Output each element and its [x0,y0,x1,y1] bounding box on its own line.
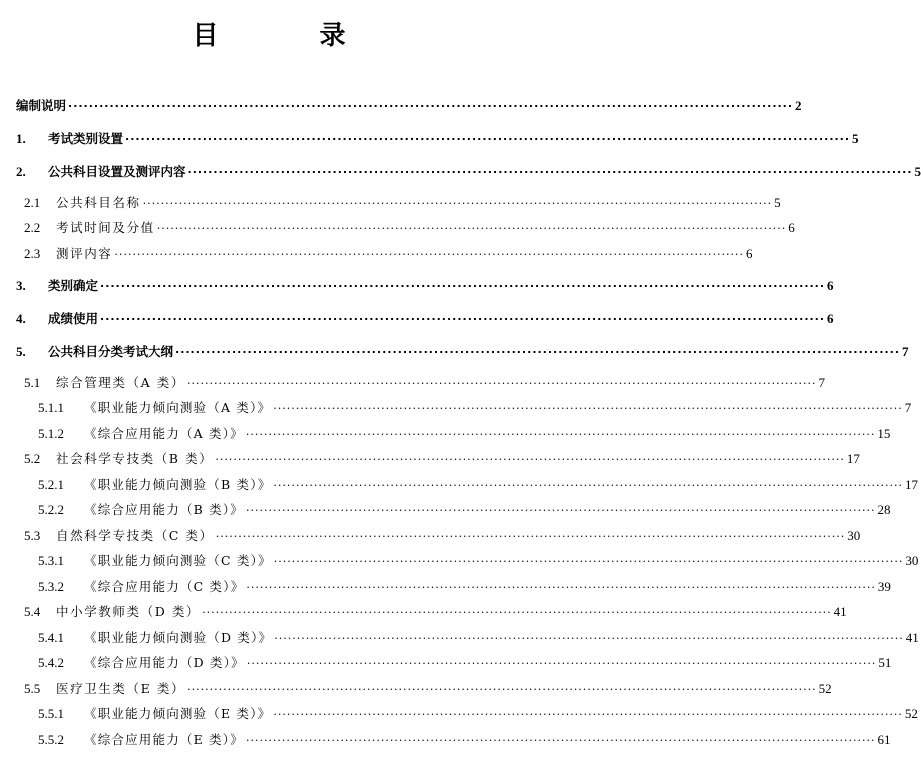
toc-entry-number: 2.2 [24,220,41,235]
toc-leader-dots: ............................................................................................................................................ [142,194,773,207]
toc-entry-5-3-1[interactable] [38,549,919,569]
toc-entry-preface[interactable] [16,94,802,114]
toc-entry-page: 7 [902,344,909,359]
toc-entry-page: 6 [827,278,834,293]
toc-entry-number: 5.4.2 [38,655,64,670]
toc-entry-number: 5.3.1 [38,553,64,568]
toc-leader-dots: ............................................................................................................................................ [215,527,846,540]
toc-leader-dots: ............................................................................................................................................ [125,130,851,143]
toc-entry-2[interactable] [16,160,921,180]
toc-entry-text: 《综合应用能力（E 类）》 [84,732,244,747]
toc-entry-5-4-1[interactable] [38,626,919,646]
toc-entry-number: 5.1.1 [38,400,64,415]
toc-entry-text: 考试类别设置 [48,131,124,146]
toc-entry-3[interactable] [16,274,834,294]
toc-entry-text: 社会科学专技类（B 类） [56,451,214,466]
toc-entry-number: 5.3 [24,528,41,543]
toc-entry-page: 17 [904,477,918,492]
toc-entry-text: 医疗卫生类（E 类） [56,681,186,696]
toc-entry-5-2-1[interactable] [38,473,918,493]
toc-entry-text: 《综合应用能力（B 类）》 [84,502,245,517]
toc-leader-dots: ............................................................................................................................................ [100,277,826,290]
toc-entry-5-4[interactable] [24,600,847,620]
toc-leader-dots: ............................................................................................................................................ [215,450,845,463]
toc-entry-number: 2.3 [24,246,41,261]
toc-entry-page: 15 [877,426,891,441]
toc-entry-5-5[interactable] [24,677,832,697]
toc-entry-5[interactable] [16,340,909,360]
toc-leader-dots: ............................................................................................................................................ [273,399,903,412]
toc-entry-page: 6 [788,220,795,235]
toc-leader-dots: ............................................................................................................................................ [100,310,826,323]
toc-entry-text: 类别确定 [48,278,99,293]
toc-leader-dots: ............................................................................................................................................ [273,705,903,718]
toc-entry-page: 5 [774,195,781,210]
toc-entry-number: 4. [16,311,26,326]
toc-entry-2-2[interactable] [24,216,795,236]
toc-entry-text: 中小学教师类（D 类） [56,604,201,619]
toc-entry-number: 5.1.2 [38,426,64,441]
toc-leader-dots: ............................................................................................................................................ [187,163,913,176]
toc-entry-5-5-1[interactable] [38,702,918,722]
toc-entry-page: 39 [877,579,891,594]
toc-entry-number: 5.5.2 [38,732,64,747]
toc-leader-dots: ............................................................................................................................................ [246,578,876,591]
toc-entry-text: 自然科学专技类（C 类） [56,528,214,543]
toc-entry-number: 1. [16,131,26,146]
toc-entry-text: 《职业能力倾向测验（D 类）》 [84,630,273,645]
toc-entry-page: 52 [818,681,832,696]
toc-leader-dots: ............................................................................................................................................ [245,425,876,438]
toc-entry-page: 2 [795,98,802,113]
toc-entry-number: 3. [16,278,26,293]
toc-entry-text: 成绩使用 [48,311,99,326]
page-title: 目 录 [192,21,392,51]
toc-entry-number: 5.2 [24,451,41,466]
toc-leader-dots: ............................................................................................................................................ [273,476,903,489]
toc-leader-dots: ............................................................................................................................................ [187,680,817,693]
toc-entry-text: 综合管理类（A 类） [56,375,186,390]
toc-entry-text: 测评内容 [56,246,113,261]
toc-entry-number: 5.5.1 [38,706,64,721]
toc-entry-page: 5 [914,164,921,179]
toc-entry-5-1-1[interactable] [38,396,912,416]
toc-entry-number: 2. [16,164,26,179]
toc-entry-page: 41 [905,630,919,645]
toc-entry-page: 7 [904,400,912,415]
toc-leader-dots: ............................................................................................................................................ [202,603,832,616]
toc-entry-text: 《职业能力倾向测验（A 类）》 [84,400,272,415]
toc-entry-text: 《综合应用能力（D 类）》 [84,655,245,670]
toc-leader-dots: ............................................................................................................................................ [68,97,794,110]
toc-entry-page: 28 [877,502,891,517]
toc-entry-5-1[interactable] [24,371,826,391]
toc-entry-number: 5.2.1 [38,477,64,492]
toc-entry-text: 公共科目设置及测评内容 [48,164,186,179]
toc-entry-2-3[interactable] [24,242,753,262]
toc-entry-text: 考试时间及分值 [56,220,155,235]
toc-leader-dots: ............................................................................................................................................ [175,343,901,356]
toc-entry-page: 5 [852,131,859,146]
toc-entry-5-4-2[interactable] [38,651,892,671]
toc-entry-5-1-2[interactable] [38,422,891,442]
toc-entry-text: 《综合应用能力（A 类）》 [84,426,244,441]
toc-entry-number: 5.4 [24,604,41,619]
toc-entry-text: 《职业能力倾向测验（C 类）》 [84,553,272,568]
toc-leader-dots: ............................................................................................................................................ [156,219,787,232]
toc-entry-page: 52 [904,706,918,721]
toc-leader-dots: ............................................................................................................................................ [246,501,876,514]
toc-entry-page: 30 [905,553,919,568]
toc-entry-number: 5.5 [24,681,41,696]
toc-entry-text: 《职业能力倾向测验（E 类）》 [84,706,272,721]
toc-entry-text: 公共科目名称 [56,195,141,210]
toc-leader-dots: ............................................................................................................................................ [273,552,904,565]
toc-leader-dots: ............................................................................................................................................ [274,629,904,642]
toc-entry-number: 5. [16,344,26,359]
toc-entry-page: 30 [847,528,861,543]
toc-entry-text: 《综合应用能力（C 类）》 [84,579,245,594]
toc-entry-5-2-2[interactable] [38,498,891,518]
toc-entry-5-5-2[interactable] [38,728,891,748]
toc-entry-1[interactable] [16,127,859,147]
toc-entry-number: 5.1 [24,375,41,390]
toc-entry-text: 公共科目分类考试大纲 [48,344,174,359]
toc-entry-5-2[interactable] [24,447,860,467]
toc-entry-5-3[interactable] [24,524,861,544]
toc-entry-number: 5.3.2 [38,579,64,594]
toc-entry-page: 6 [745,246,753,261]
toc-entry-page: 6 [827,311,834,326]
toc-entry-5-3-2[interactable] [38,575,891,595]
toc-entry-page: 7 [818,375,826,390]
toc-entry-page: 41 [833,604,847,619]
toc-entry-2-1[interactable] [24,191,781,211]
toc-entry-text: 《职业能力倾向测验（B 类）》 [84,477,272,492]
toc-entry-page: 17 [846,451,860,466]
toc-leader-dots: ............................................................................................................................................ [245,731,876,744]
toc-entry-page: 61 [877,732,891,747]
toc-leader-dots: ............................................................................................................................................ [246,654,877,667]
toc-entry-number: 5.4.1 [38,630,64,645]
toc-leader-dots: ............................................................................................................................................ [114,245,744,258]
toc-entry-number: 2.1 [24,195,41,210]
toc-entry-number: 5.2.2 [38,502,64,517]
toc-entry-page: 51 [878,655,892,670]
toc-leader-dots: ............................................................................................................................................ [187,374,817,387]
toc-entry-4[interactable] [16,307,834,327]
toc-entry-text: 编制说明 [16,98,67,113]
